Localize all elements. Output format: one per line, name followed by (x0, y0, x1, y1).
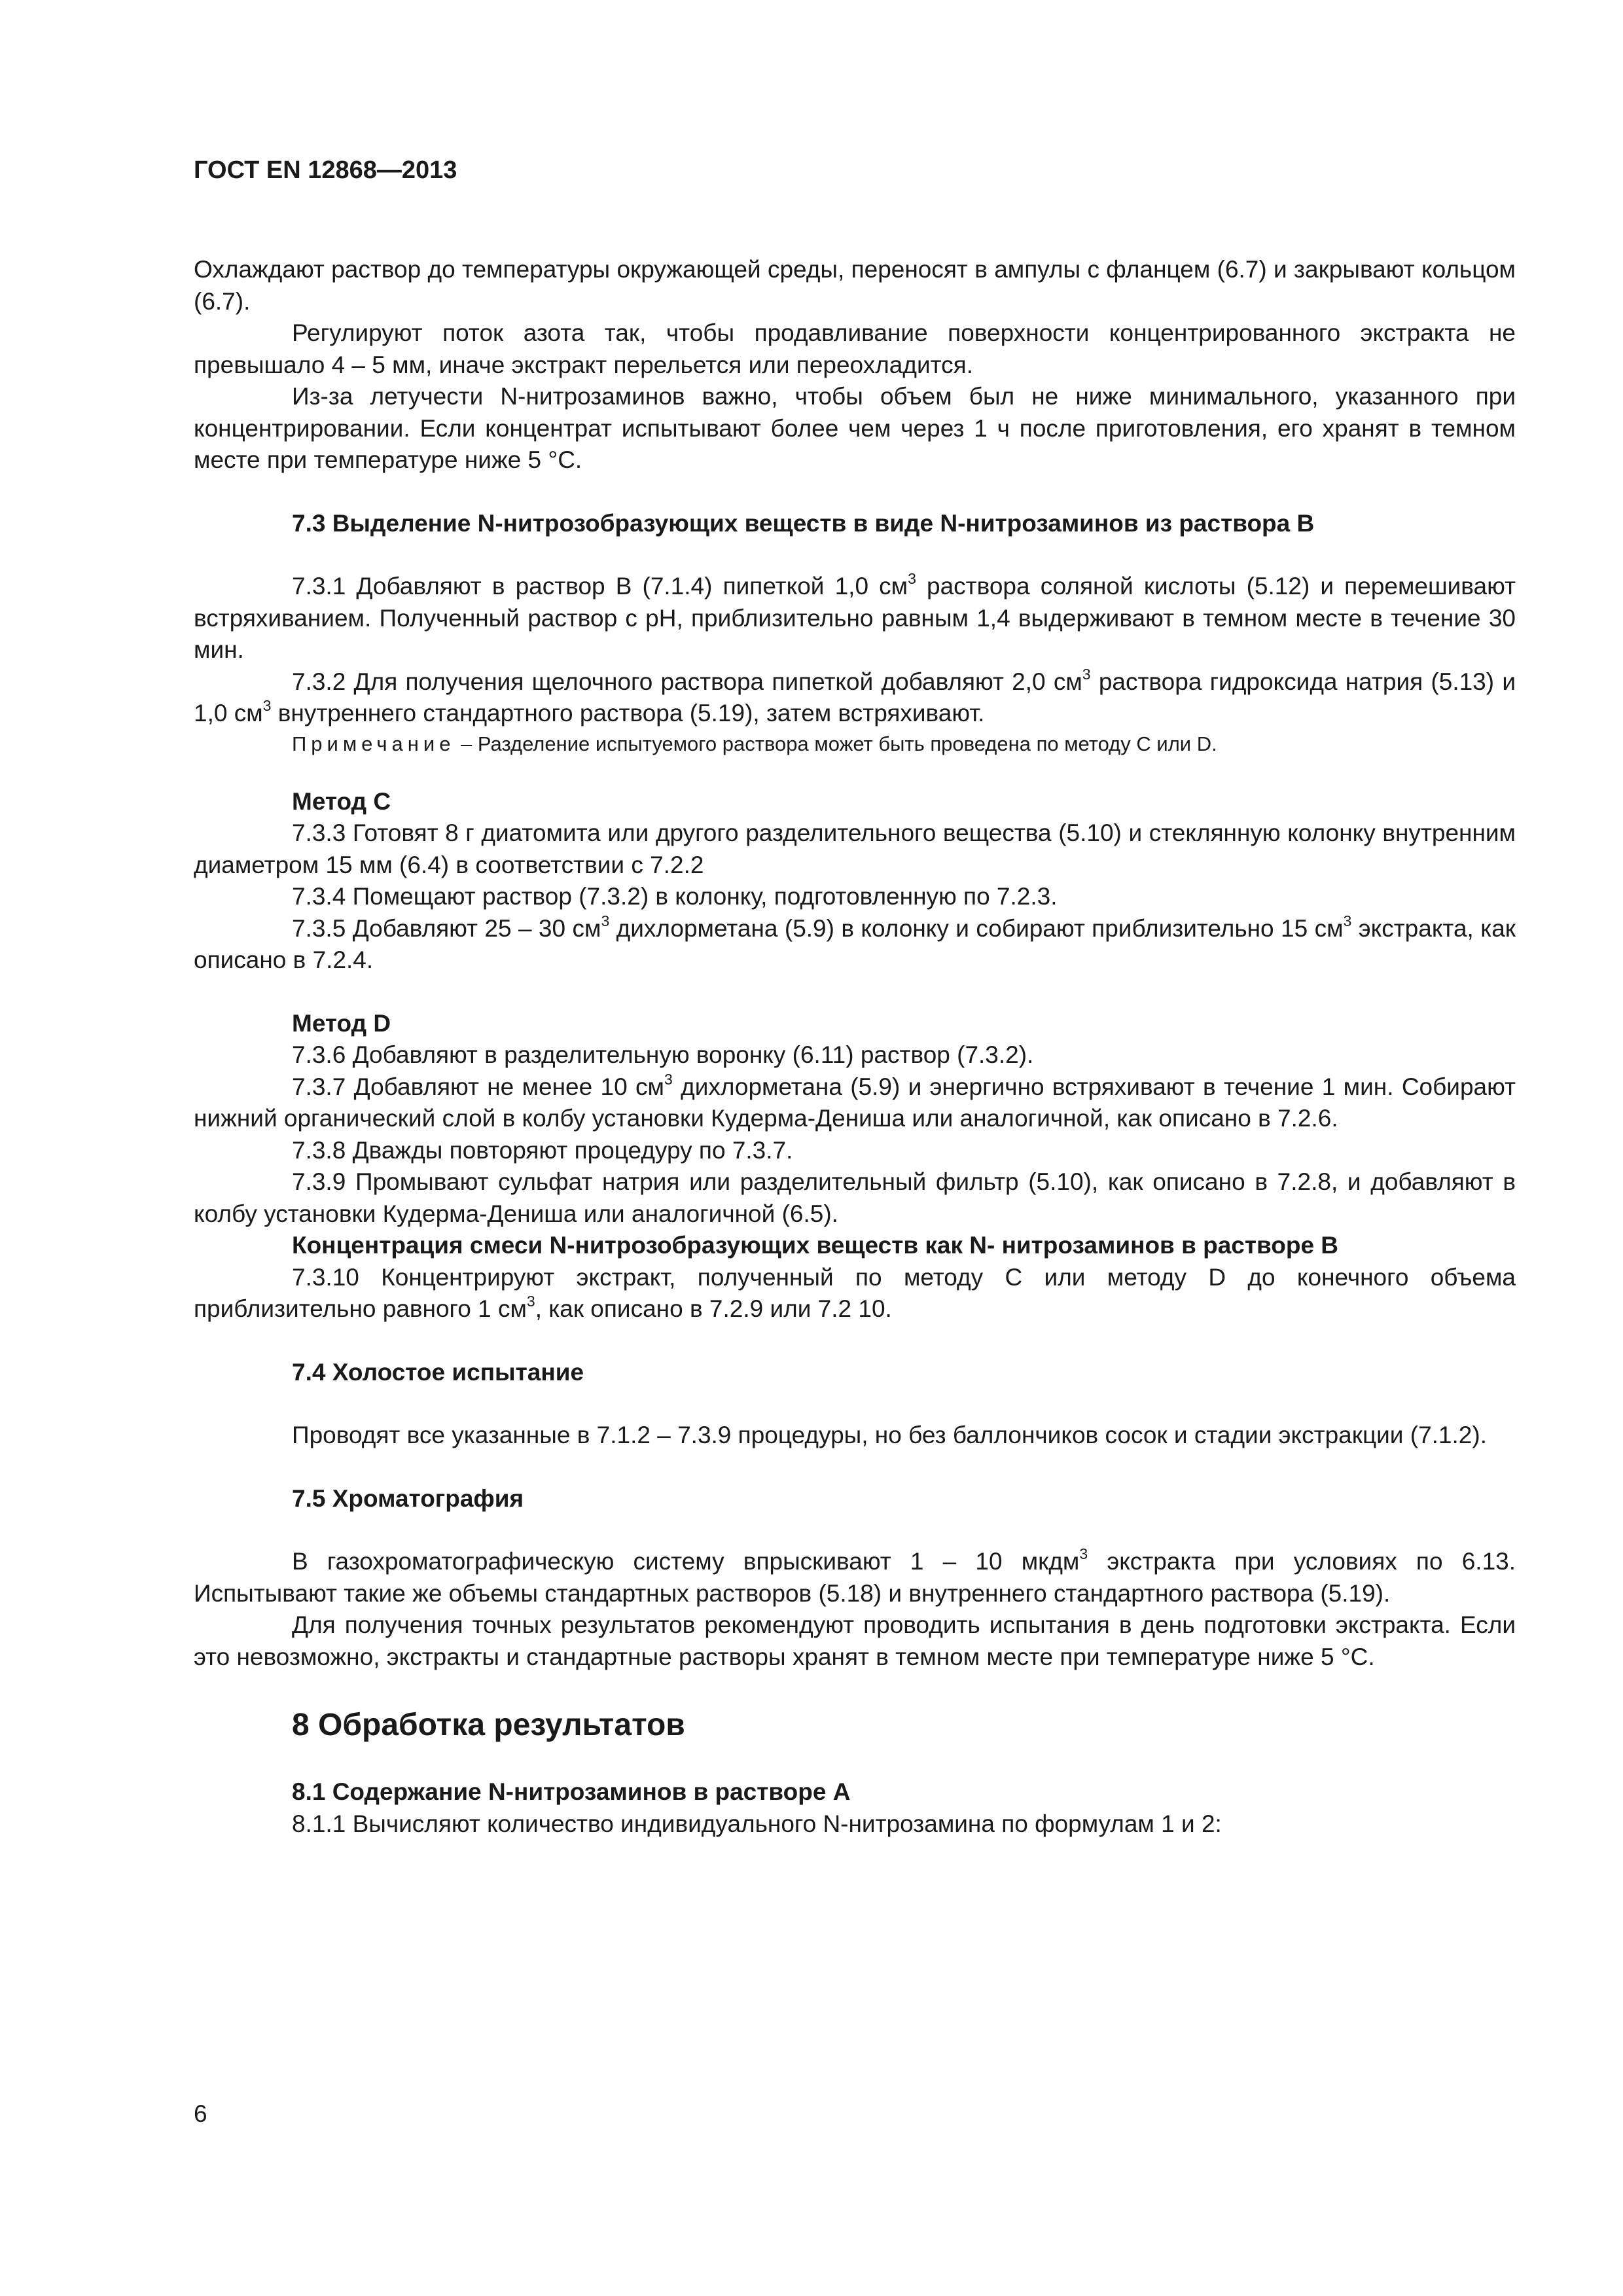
paragraph: Проводят все указанные в 7.1.2 – 7.3.9 процедуры, но без баллончиков сосок и стадии экстракции (7.1.2). (292, 1422, 1487, 1448)
concentration-heading: Концентрация смеси N-нитрозобразующих веществ как N- нитрозаминов в растворе В (292, 1232, 1339, 1259)
chapter-heading-8: 8 Обработка результатов (292, 1708, 685, 1742)
note-text: – Разделение испытуемого раствора может быть проведена по методу С или D. (455, 732, 1217, 755)
paragraph (194, 1546, 1516, 1609)
paragraph-7-3-8: 7.3.8 Дважды повторяют процедуру по 7.3.7. (292, 1136, 793, 1164)
paragraph: Охлаждают раствор до температуры окружающей среды, переносят в ампулы с фланцем (6.7) и закрывают кольцом (6.7). (194, 256, 1516, 315)
text-run: 7.3.10 Концентрируют экстракт, полученный по методу С или методу D до конечного объема приблизительно равного 1 см (194, 1263, 1516, 1322)
method-c-heading: Метод С (292, 787, 391, 815)
text-run: экстракта при условиях по 6.13. Испытывают такие же объемы стандартных растворов (5.18) и внутреннего стандартного раствора (5.19). (194, 1548, 1516, 1607)
text-run: экстракта, как описано в 7.2.4. (194, 914, 1516, 973)
document-body (194, 254, 1516, 1840)
text-run: 7.3.1 Добавляют в раствор В (7.1.4) пипеткой 1,0 см (292, 573, 908, 600)
paragraph-7-3-6: 7.3.6 Добавляют в разделительную воронку (6.11) раствор (7.3.2). (292, 1041, 1034, 1068)
text-run: 7.3.2 Для получения щелочного раствора пипеткой добавляют 2,0 см (292, 668, 1082, 695)
superscript: 3 (526, 1293, 535, 1310)
page-number: 6 (194, 2100, 207, 2127)
paragraph-7-3-2 (194, 666, 1516, 730)
text-run: раствора соляной кислоты (5.12) и перемешивают встряхиванием. Полученный раствор с рН, приблизительно равным 1,4 выдерживают в темном месте в течение 30 мин. (194, 573, 1516, 663)
superscript: 3 (908, 570, 916, 587)
paragraph-8-1-1: 8.1.1 Вычисляют количество индивидуального N-нитрозамина по формулам 1 и 2: (292, 1810, 1222, 1837)
section-heading-8-1: 8.1 Содержание N-нитрозаминов в растворе А (292, 1778, 851, 1805)
text-run: 7.3.7 Добавляют не менее 10 см (292, 1073, 664, 1100)
section-heading-7-5: 7.5 Хроматография (292, 1484, 524, 1512)
paragraph-7-3-1 (194, 571, 1516, 666)
superscript: 3 (664, 1070, 673, 1088)
paragraph: Для получения точных результатов рекомендуют проводить испытания в день подготовки экстракта. Если это невозможно, экстракты и стандартные растворы хранят в темном месте при температуре ниже 5 °С. (194, 1611, 1516, 1670)
paragraph-7-3-10 (194, 1262, 1516, 1325)
paragraph-7-3-7 (194, 1071, 1516, 1135)
section-heading-7-3: 7.3 Выделение N-нитрозобразующих веществ в виде N-нитрозаминов из раствора В (292, 509, 1315, 537)
section-heading-7-4: 7.4 Холостое испытание (292, 1358, 584, 1386)
superscript: 3 (262, 697, 272, 714)
paragraph-7-3-4: 7.3.4 Помещают раствор (7.3.2) в колонку, подготовленную по 7.2.3. (292, 883, 1058, 910)
paragraph-7-3-5 (194, 913, 1516, 977)
note (194, 731, 1516, 757)
text-run: внутреннего стандартного раствора (5.19), затем встряхивают. (271, 700, 985, 726)
superscript: 3 (1079, 1545, 1088, 1562)
document-code-header: ГОСТ EN 12868—2013 (194, 156, 457, 184)
paragraph: Регулируют поток азота так, чтобы продавливание поверхности концентрированного экстракта не превышало 4 – 5 мм, иначе экстракт перельется или переохладится. (194, 319, 1516, 378)
text-run: 7.3.5 Добавляют 25 – 30 см (292, 914, 601, 942)
paragraph-7-3-9: 7.3.9 Промывают сульфат натрия или разделительный фильтр (5.10), как описано в 7.2.8, и добавляют в колбу установки Кудерма-Дениша или аналогичной (6.5). (194, 1168, 1516, 1227)
text-run: дихлорметана (5.9) в колонку и собирают приблизительно 15 см (609, 914, 1344, 942)
superscript: 3 (1343, 912, 1352, 929)
method-d-heading: Метод D (292, 1009, 391, 1037)
text-run: дихлорметана (5.9) и энергично встряхивают в течение 1 мин. Собирают нижний органический слой в колбу установки Кудерма-Дениша или аналогичной, как описано в 7.2.6. (194, 1073, 1516, 1132)
superscript: 3 (1082, 665, 1091, 683)
superscript: 3 (601, 912, 610, 929)
paragraph: Из-за летучести N-нитрозаминов важно, чтобы объем был не ниже минимального, указанного при концентрировании. Если концентрат испытывают более чем через 1 ч после приготовления, его хранят в темном месте при температуре ниже 5 °С. (194, 383, 1516, 473)
text-run: В газохроматографическую систему впрыскивают 1 – 10 мкдм (292, 1548, 1080, 1575)
text-run: раствора гидроксида натрия (5.13) и 1,0 см (194, 668, 1516, 726)
text-run: , как описано в 7.2.9 или 7.2 10. (535, 1295, 892, 1322)
paragraph-7-3-3: 7.3.3 Готовят 8 г диатомита или другого разделительного вещества (5.10) и стеклянную колонку внутренним диаметром 15 мм (6.4) в соответствии с 7.2.2 (194, 819, 1516, 878)
note-label: Примечание (292, 732, 455, 755)
